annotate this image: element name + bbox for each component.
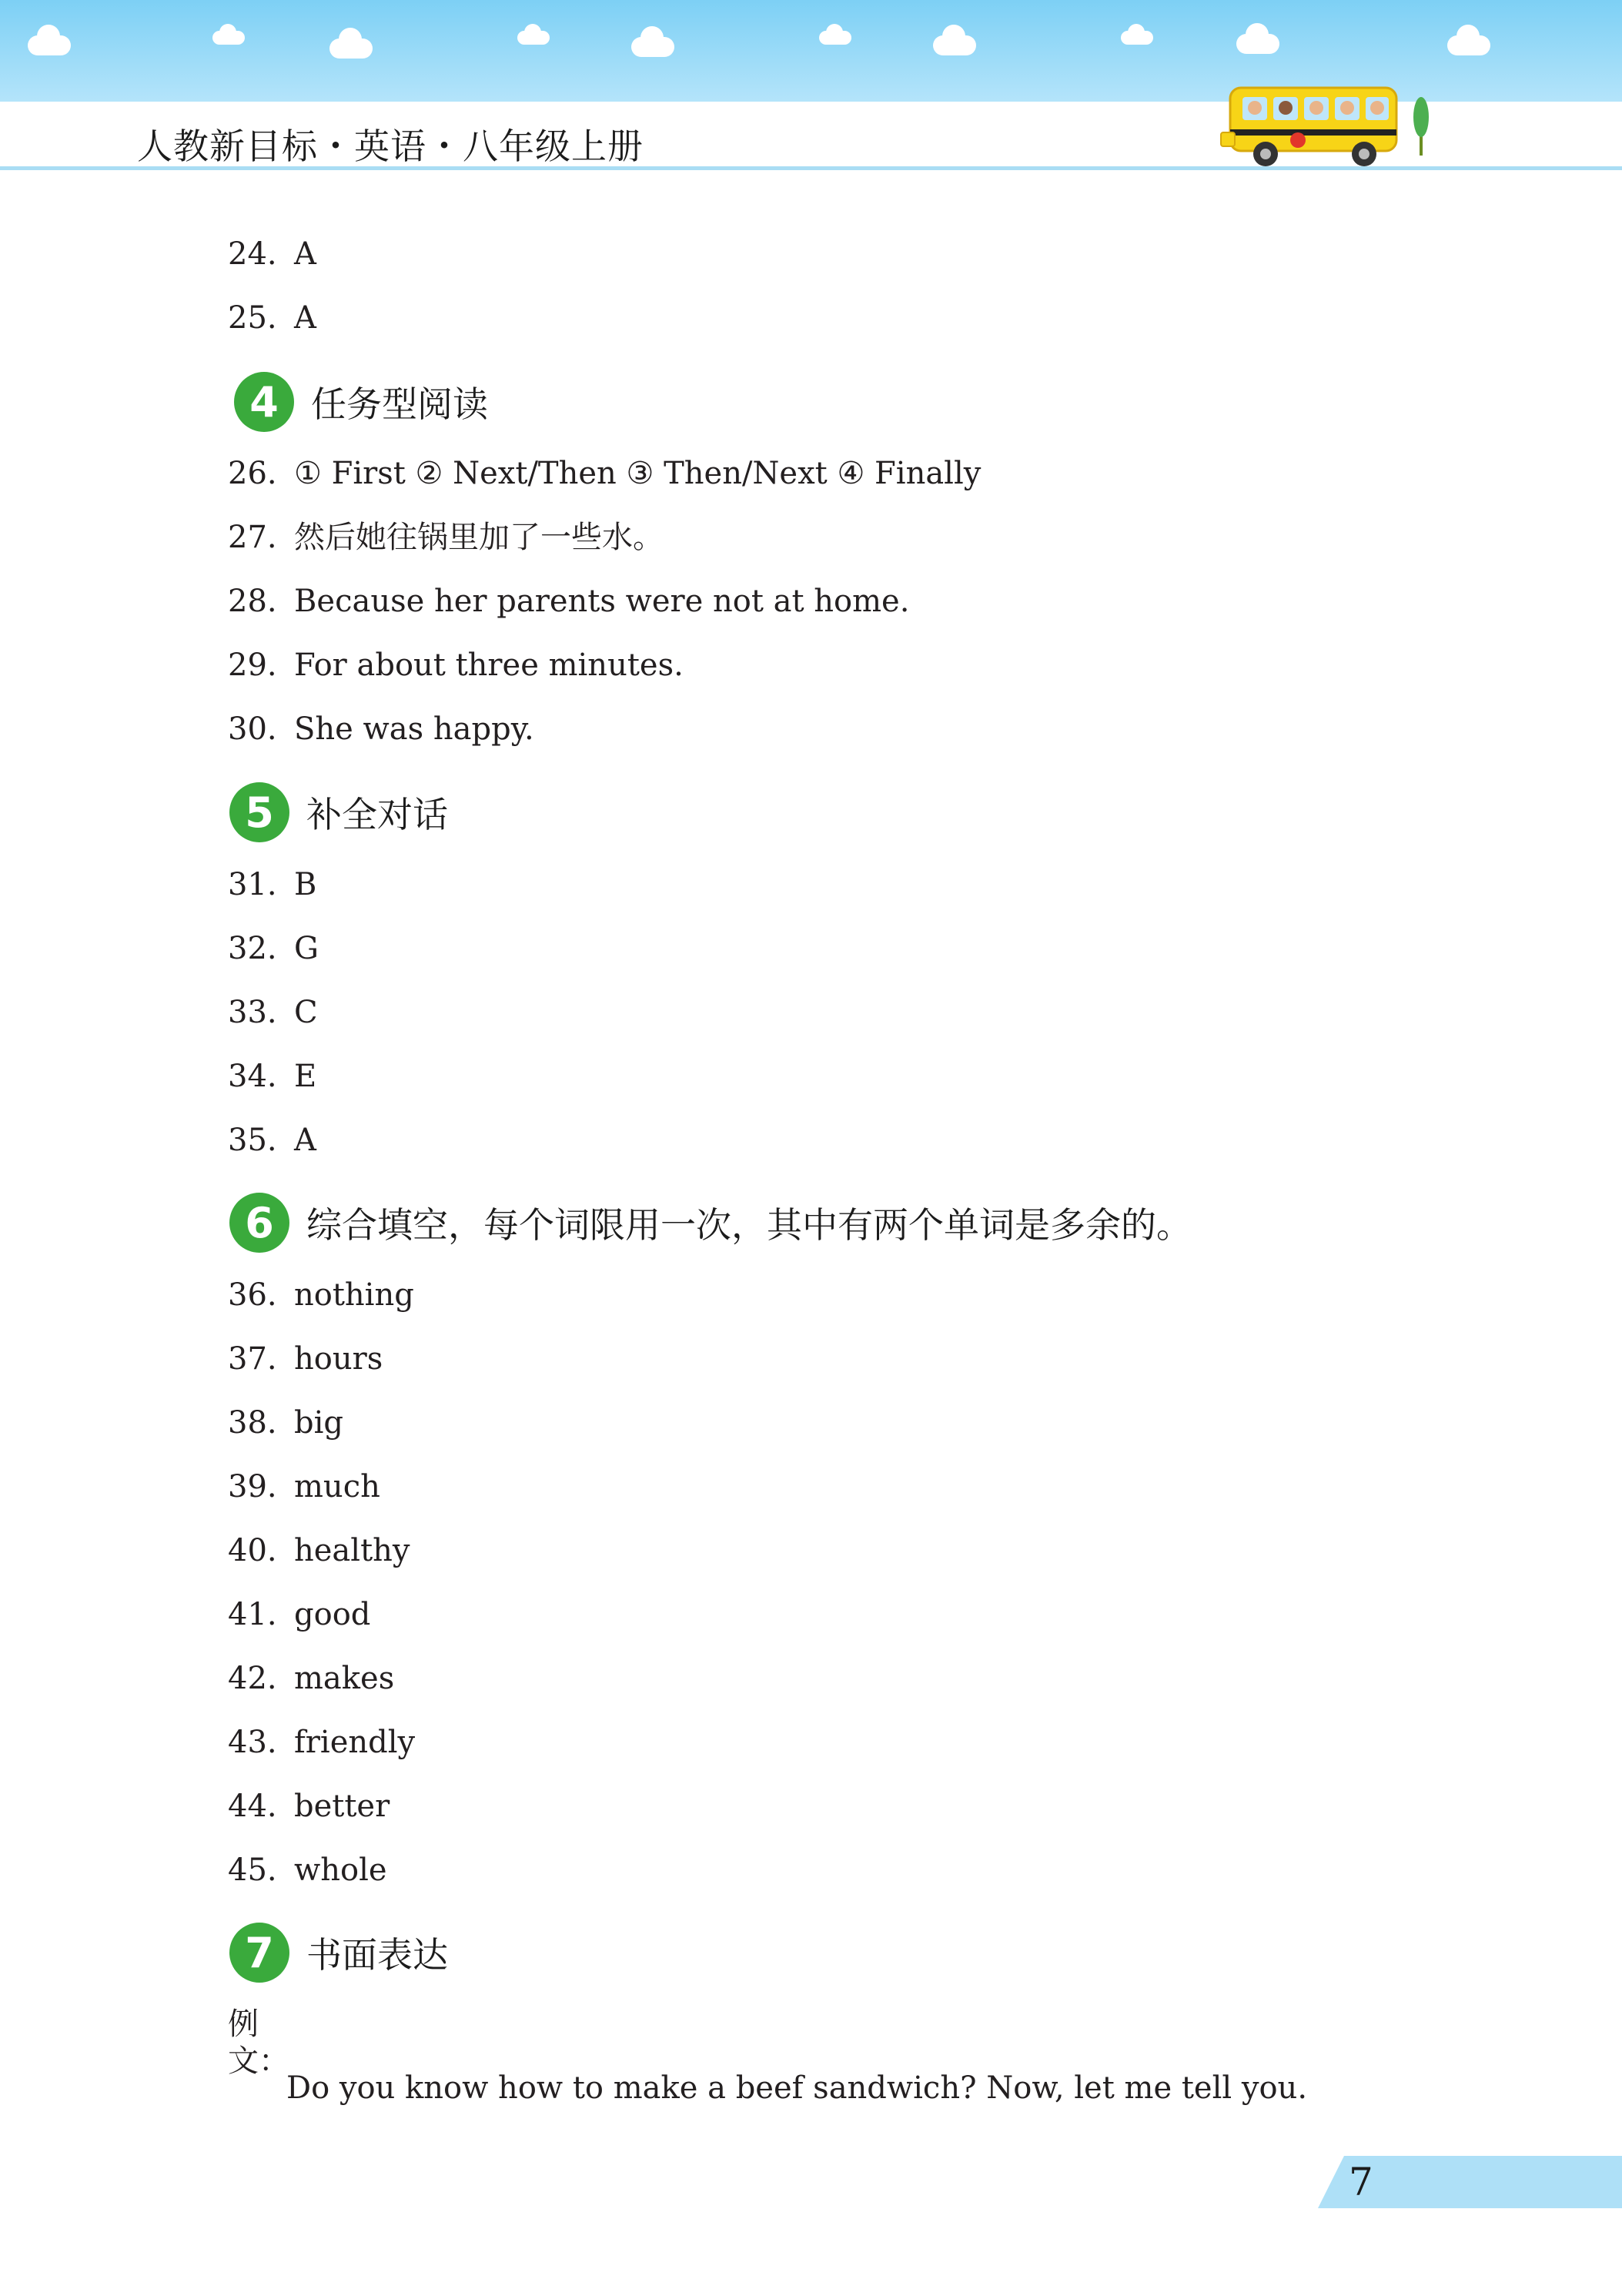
answer-line <box>228 1532 410 1569</box>
header-title: 人教新目标・英语・八年级上册 <box>137 126 644 167</box>
answer-text: Because her parents were not at home. <box>294 584 910 619</box>
section-number-badge: 6 <box>229 1193 289 1253</box>
answer-number: 33. <box>228 995 277 1030</box>
answer-text: ① First ② Next/Then ③ Then/Next ④ Finally <box>294 456 982 491</box>
section-title: 综合填空，每个词限用一次，其中有两个单词是多余的。 <box>306 1204 1192 1246</box>
answer-text: whole <box>294 1853 387 1888</box>
answer-number: 31. <box>228 867 277 902</box>
answer-line <box>228 711 534 748</box>
answer-line <box>228 1724 415 1761</box>
section-heading <box>229 1192 1192 1253</box>
answer-text: better <box>294 1789 390 1824</box>
answer-line <box>228 1340 383 1377</box>
cloud-icon <box>212 31 245 45</box>
section-number-badge: 7 <box>229 1923 289 1983</box>
answer-line <box>228 300 316 336</box>
answer-number: 39. <box>228 1469 277 1504</box>
answer-number: 26. <box>228 456 277 491</box>
answer-line <box>228 455 981 492</box>
answer-text: hours <box>294 1341 383 1377</box>
cloud-icon <box>1236 34 1279 54</box>
answer-text: A <box>294 236 316 272</box>
answer-text: She was happy. <box>294 711 534 747</box>
answer-line <box>228 1058 316 1095</box>
answer-number: 43. <box>228 1725 277 1760</box>
section-title: 补全对话 <box>306 794 448 835</box>
answer-number: 42. <box>228 1661 277 1696</box>
answer-number: 41. <box>228 1597 277 1632</box>
answer-line <box>228 1277 414 1314</box>
cloud-icon <box>329 38 373 59</box>
cloud-icon <box>1447 35 1490 55</box>
answer-line <box>228 994 318 1031</box>
answer-number: 38. <box>228 1405 277 1441</box>
answer-number: 36. <box>228 1277 277 1313</box>
example-paragraph: Do you know how to make a beef sandwich? Now, let me tell you. <box>286 2070 1308 2106</box>
section-number-badge: 5 <box>229 782 289 842</box>
answer-text: B <box>294 867 317 902</box>
answer-number: 28. <box>228 584 277 619</box>
answer-line <box>228 866 316 903</box>
answer-line <box>228 1788 390 1825</box>
answer-line <box>228 1596 370 1633</box>
section-heading <box>229 782 448 843</box>
answer-line <box>228 519 664 556</box>
answer-text: 然后她往锅里加了一些水。 <box>294 520 664 555</box>
answer-number: 44. <box>228 1789 277 1824</box>
example-label: 例文： <box>228 2006 289 2079</box>
cloud-icon <box>631 37 674 57</box>
answer-number: 29. <box>228 648 277 683</box>
answer-number: 45. <box>228 1853 277 1888</box>
answer-line <box>228 930 319 967</box>
cloud-icon <box>933 35 976 55</box>
answer-line <box>228 1852 387 1889</box>
answer-number: 32. <box>228 931 277 966</box>
section-title: 书面表达 <box>306 1934 448 1976</box>
answer-number: 37. <box>228 1341 277 1377</box>
answer-text: makes <box>294 1661 395 1696</box>
answer-text: nothing <box>294 1277 414 1313</box>
cloud-icon <box>819 31 851 45</box>
answer-number: 35. <box>228 1123 277 1158</box>
answer-number: 27. <box>228 520 277 555</box>
answer-text: friendly <box>294 1725 416 1760</box>
answer-number: 25. <box>228 300 277 336</box>
answer-number: 24. <box>228 236 277 272</box>
answer-text: A <box>294 1123 316 1158</box>
answer-line <box>228 1660 394 1697</box>
answer-line <box>228 1468 380 1505</box>
section-heading <box>234 371 488 433</box>
answer-line <box>228 1404 343 1441</box>
answer-text: For about three minutes. <box>294 648 684 683</box>
cloud-icon <box>517 31 550 45</box>
answer-number: 40. <box>228 1533 277 1568</box>
answer-text: G <box>294 931 319 966</box>
answer-line <box>228 1122 316 1159</box>
school-bus-icon <box>1207 79 1438 172</box>
answer-text: A <box>294 300 316 336</box>
section-number-badge: 4 <box>234 372 294 432</box>
answer-line <box>228 583 909 620</box>
answer-line <box>228 647 684 684</box>
answer-number: 30. <box>228 711 277 747</box>
page-number: 7 <box>1349 2160 1373 2204</box>
answer-text: C <box>294 995 318 1030</box>
answer-line <box>228 236 316 273</box>
answer-text: healthy <box>294 1533 410 1568</box>
answer-text: E <box>294 1059 317 1094</box>
cloud-icon <box>1121 31 1153 45</box>
section-title: 任务型阅读 <box>311 383 488 425</box>
section-heading <box>229 1922 448 1983</box>
answer-text: much <box>294 1469 380 1504</box>
answer-text: big <box>294 1405 344 1441</box>
answer-text: good <box>294 1597 371 1632</box>
answer-number: 34. <box>228 1059 277 1094</box>
cloud-icon <box>28 35 71 55</box>
